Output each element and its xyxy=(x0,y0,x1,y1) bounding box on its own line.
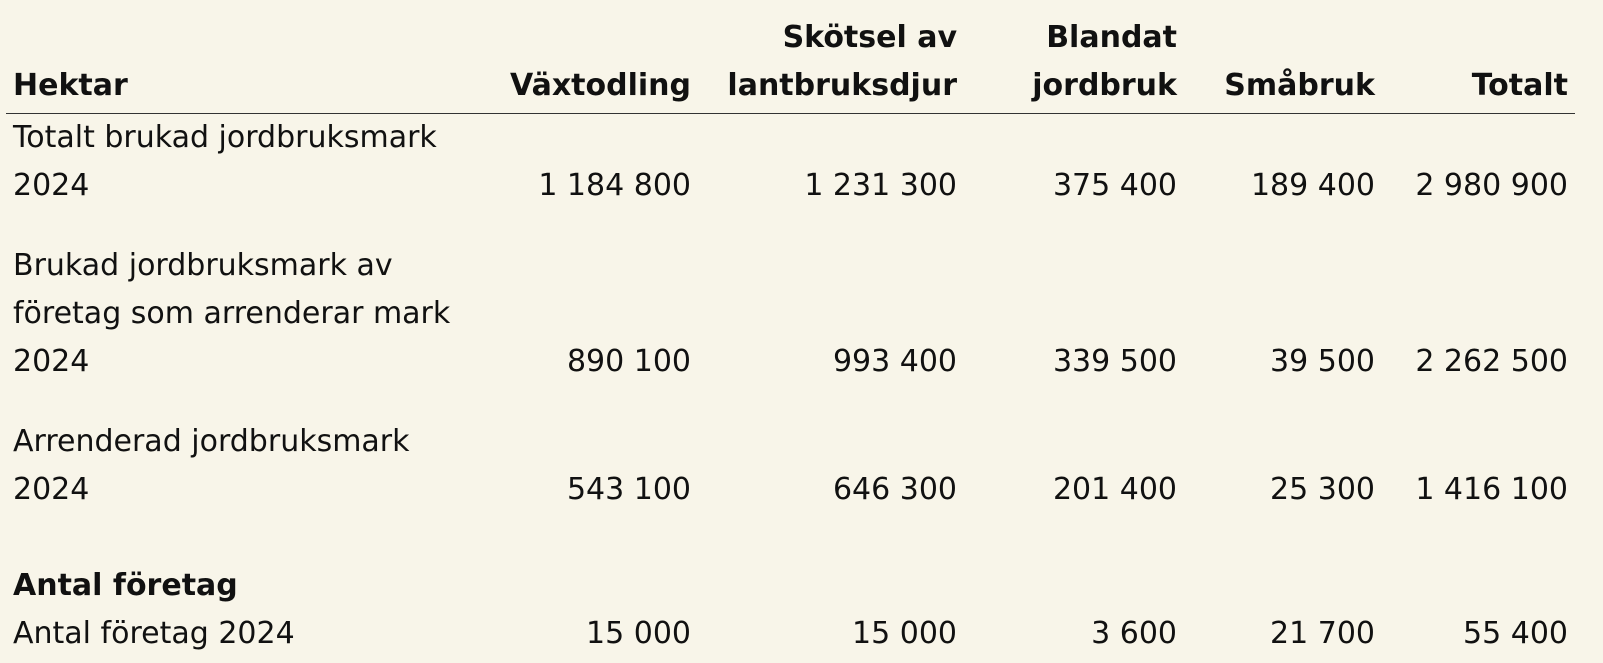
group-title-row xyxy=(6,242,1575,290)
header-smabruk: Småbruk xyxy=(1184,0,1382,114)
cell-skotsel: 646 300 xyxy=(832,472,957,507)
statistics-table xyxy=(6,0,1575,658)
header-hektar: Hektar xyxy=(6,0,489,114)
cell-smabruk: 25 300 xyxy=(1270,472,1375,507)
row-spacer xyxy=(6,210,1575,242)
group-title-row xyxy=(6,418,1575,466)
cell-vaxtodling: 890 100 xyxy=(566,344,691,379)
cell-blandat: 339 500 xyxy=(1052,344,1177,379)
section-title-antal-foretag: Antal företag xyxy=(13,568,238,603)
table-row xyxy=(6,162,1575,210)
cell-vaxtodling: 543 100 xyxy=(566,472,691,507)
cell-totalt: 1 416 100 xyxy=(1415,472,1568,507)
cell-totalt: 55 400 xyxy=(1463,616,1568,651)
section-title-row xyxy=(6,562,1575,610)
cell-blandat: 375 400 xyxy=(1052,168,1177,203)
cell-skotsel: 993 400 xyxy=(832,344,957,379)
row-label: 2024 xyxy=(13,472,90,507)
cell-smabruk: 21 700 xyxy=(1270,616,1375,651)
cell-skotsel: 1 231 300 xyxy=(804,168,957,203)
group-title-row xyxy=(6,114,1575,163)
group-title-totalt-brukad: Totalt brukad jordbruksmark xyxy=(13,120,437,155)
cell-vaxtodling: 1 184 800 xyxy=(538,168,691,203)
group-title-brukad-arrenderar-line1: Brukad jordbruksmark av xyxy=(13,248,393,283)
cell-blandat: 201 400 xyxy=(1052,472,1177,507)
row-spacer xyxy=(6,386,1575,418)
header-skotsel-av-lantbruksdjur: Skötsel av lantbruksdjur xyxy=(698,0,964,114)
table-row xyxy=(6,466,1575,514)
group-title-arrenderad: Arrenderad jordbruksmark xyxy=(13,424,410,459)
cell-skotsel: 15 000 xyxy=(852,616,957,651)
cell-smabruk: 39 500 xyxy=(1270,344,1375,379)
table-row xyxy=(6,610,1575,658)
table-row xyxy=(6,338,1575,386)
cell-vaxtodling: 15 000 xyxy=(586,616,691,651)
table-header-row xyxy=(6,0,1575,114)
header-vaxtodling: Växtodling xyxy=(489,0,698,114)
row-label: Antal företag 2024 xyxy=(13,616,295,651)
row-label: 2024 xyxy=(13,168,90,203)
cell-totalt: 2 262 500 xyxy=(1415,344,1568,379)
cell-totalt: 2 980 900 xyxy=(1415,168,1568,203)
cell-blandat: 3 600 xyxy=(1091,616,1177,651)
header-blandat-jordbruk: Blandat jordbruk xyxy=(964,0,1184,114)
group-title-brukad-arrenderar-line2: företag som arrenderar mark xyxy=(13,296,451,331)
row-spacer xyxy=(6,514,1575,562)
group-title-row xyxy=(6,290,1575,338)
row-label: 2024 xyxy=(13,344,90,379)
cell-smabruk: 189 400 xyxy=(1250,168,1375,203)
header-totalt: Totalt xyxy=(1382,0,1575,114)
